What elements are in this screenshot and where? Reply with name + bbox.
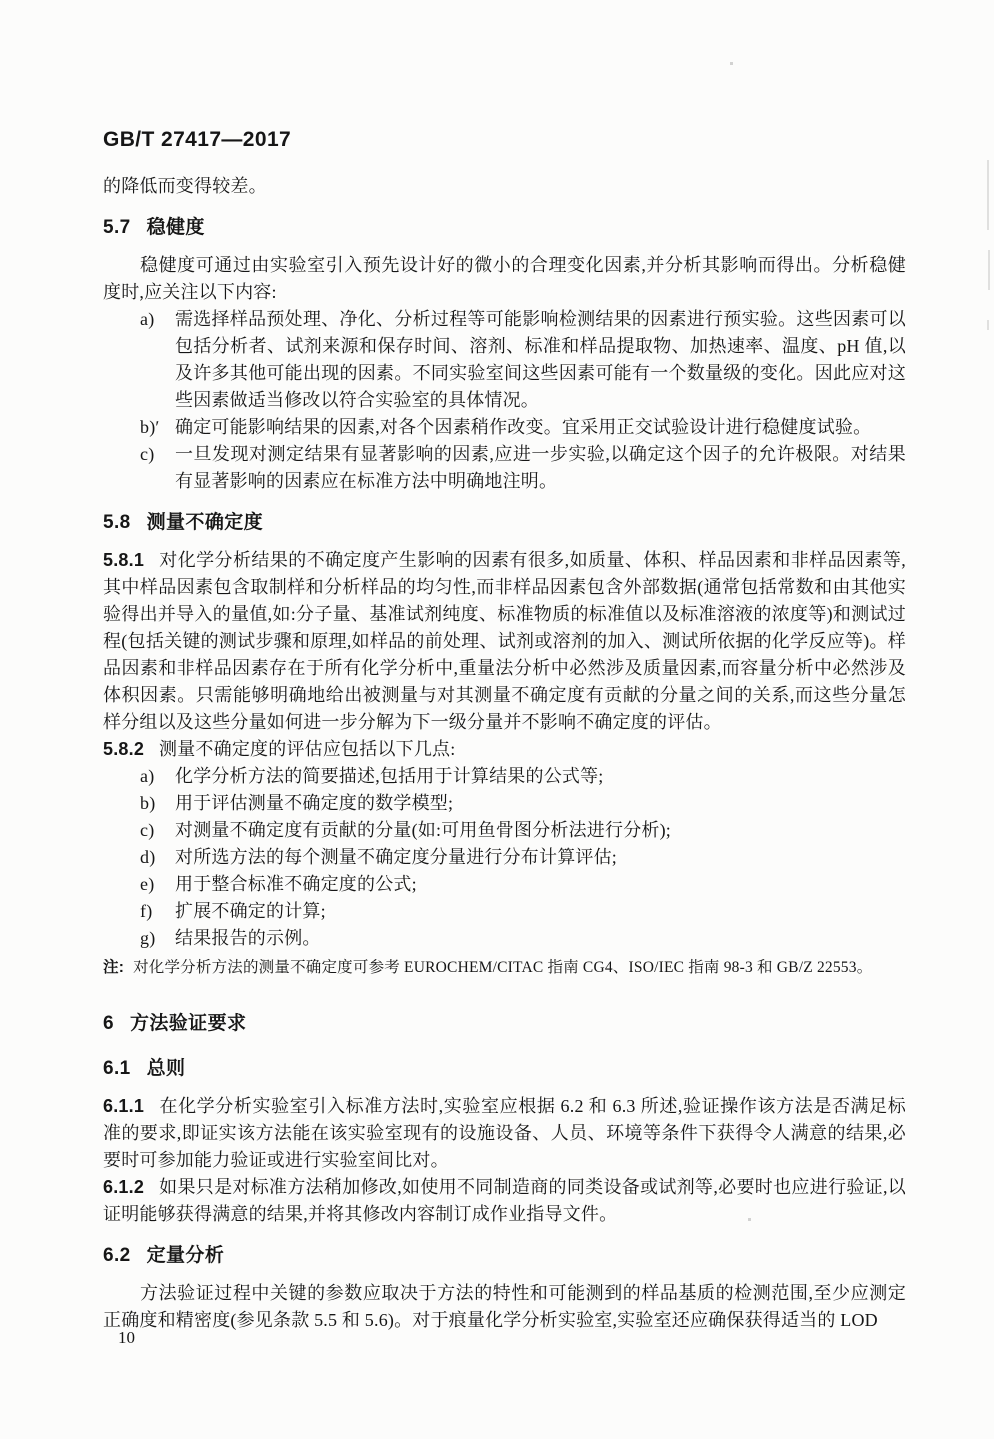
section-heading [103, 509, 906, 536]
section-number: 5.7 [103, 217, 131, 238]
section-title: 定量分析 [146, 1245, 225, 1266]
note-label: 注: [103, 959, 125, 976]
paragraph-text: 如果只是对标准方法稍加修改,如使用不同制造商的同类设备或试剂等,必要时也应进行验证,以证明能够获得满意的结果,并将其修改内容制订成作业指导文件。 [103, 1177, 906, 1224]
list-item-text: 化学分析方法的简要描述,包括用于计算结果的公式等; [175, 766, 604, 786]
list-marker: b)ʹ [140, 417, 160, 437]
section-title: 总则 [146, 1058, 186, 1079]
clause-paragraph [103, 1174, 906, 1228]
document-content [103, 126, 906, 1334]
list-item-text: 结果报告的示例。 [175, 928, 321, 948]
clause-number: 5.8.1 [103, 550, 145, 570]
list-item [140, 925, 906, 952]
clause-number: 6.1.2 [103, 1177, 145, 1197]
paragraph-text: 对化学分析结果的不确定度产生影响的因素有很多,如质量、体积、样品因素和非样品因素等,其中样品因素包含取制样和分析样品的均匀性,而非样品因素包含外部数据(通常包括常数和由其他实验得出并导入的量值,如:分子量、基准试剂纯度、标准物质的标准值以及标准溶液的浓度等)和测试过程(包括关键的测试步骤和原理,如样品的前处理、试剂或溶剂的加入、测试所依据的化学反应等)。样品因素和非样品因素存在于所有化学分析中,重量法分析中必然涉及质量因素,而容量分析中必然涉及体积因素。只需能够明确地给出被测量与对其测量不确定度有贡献的分量之间的关系,而这些分量怎样分组以及这些分量如何进一步分解为下一级分量并不影响不确定度的评估。 [103, 550, 906, 732]
list-marker: d) [140, 847, 156, 867]
list-item-text: 用于评估测量不确定度的数学模型; [175, 793, 454, 813]
section-number: 5.8 [103, 512, 131, 533]
list-item [140, 790, 906, 817]
item-list [103, 763, 906, 952]
paragraph-text: 稳健度可通过由实验室引入预先设计好的微小的合理变化因素,并分析其影响而得出。分析稳健度时,应关注以下内容: [103, 255, 906, 302]
clause-paragraph [103, 1093, 906, 1174]
list-item [140, 763, 906, 790]
clause-paragraph [103, 547, 906, 736]
scan-artifact [987, 160, 989, 230]
list-item-text: 对所选方法的每个测量不确定度分量进行分布计算评估; [175, 847, 617, 867]
list-item [140, 441, 906, 495]
section-heading [103, 1010, 906, 1037]
section-title: 稳健度 [146, 217, 205, 238]
section-number: 6.1 [103, 1058, 131, 1079]
list-marker: g) [140, 928, 156, 948]
list-marker: e) [140, 874, 155, 894]
note [103, 955, 906, 980]
scan-artifact [748, 1218, 751, 1221]
paragraph [103, 1280, 906, 1334]
page-number: 10 [118, 1328, 135, 1347]
list-marker: a) [140, 309, 155, 329]
scan-artifact [987, 320, 989, 330]
section-number: 6 [103, 1013, 114, 1034]
scan-artifact [730, 62, 733, 65]
paragraph [103, 173, 906, 200]
clause-number: 5.8.2 [103, 739, 145, 759]
list-marker: a) [140, 766, 155, 786]
paragraph [103, 252, 906, 306]
list-item [140, 817, 906, 844]
paragraph-text: 的降低而变得较差。 [103, 176, 267, 196]
note-text: 对化学分析方法的测量不确定度可参考 EUROCHEM/CITAC 指南 CG4、ISO/IEC 指南 98-3 和 GB/Z 22553。 [133, 959, 873, 976]
list-item-text: 对测量不确定度有贡献的分量(如:可用鱼骨图分析法进行分析); [175, 820, 671, 840]
list-item-text: 扩展不确定的计算; [175, 901, 326, 921]
item-list [103, 306, 906, 495]
list-marker: b) [140, 793, 156, 813]
list-marker: c) [140, 444, 155, 464]
section-heading [103, 1242, 906, 1269]
clause-number: 6.1.1 [103, 1096, 145, 1116]
list-item [140, 844, 906, 871]
list-item-text: 一旦发现对测定结果有显著影响的因素,应进一步实验,以确定这个因子的允许极限。对结果有显著影响的因素应在标准方法中明确地注明。 [175, 444, 906, 491]
list-item [140, 871, 906, 898]
section-number: 6.2 [103, 1245, 131, 1266]
list-item-text: 确定可能影响结果的因素,对各个因素稍作改变。宜采用正交试验设计进行稳健度试验。 [175, 417, 872, 437]
list-item [140, 898, 906, 925]
section-heading [103, 214, 906, 241]
clause-paragraph [103, 736, 906, 763]
paragraph-text: 在化学分析实验室引入标准方法时,实验室应根据 6.2 和 6.3 所述,验证操作该方法是否满足标准的要求,即证实该方法能在该实验室现有的设施设备、人员、环境等条件下获得令人满意的结果,必要时可参加能力验证或进行实验室间比对。 [103, 1096, 906, 1170]
paragraph-text: 测量不确定度的评估应包括以下几点: [159, 739, 456, 759]
section-title: 测量不确定度 [146, 512, 264, 533]
list-marker: c) [140, 820, 155, 840]
list-item [140, 306, 906, 414]
list-item [140, 414, 906, 441]
scan-artifact [988, 250, 990, 290]
section-title: 方法验证要求 [129, 1013, 247, 1034]
list-marker: f) [140, 901, 153, 921]
standard-number-header: GB/T 27417—2017 [103, 128, 292, 151]
list-item-text: 需选择样品预处理、净化、分析过程等可能影响检测结果的因素进行预实验。这些因素可以包括分析者、试剂来源和保存时间、溶剂、标准和样品提取物、加热速率、温度、pH 值,以及许多其他可能出现的因素。不同实验室间这些因素可能有一个数量级的变化。因此应对这些因素做适当修改以符合实验室的具体情况。 [175, 309, 906, 410]
section-heading [103, 1055, 906, 1082]
paragraph-text: 方法验证过程中关键的参数应取决于方法的特性和可能测到的样品基质的检测范围,至少应测定正确度和精密度(参见条款 5.5 和 5.6)。对于痕量化学分析实验室,实验室还应确保获得适当的 LOD [103, 1283, 906, 1330]
list-item-text: 用于整合标准不确定度的公式; [175, 874, 417, 894]
